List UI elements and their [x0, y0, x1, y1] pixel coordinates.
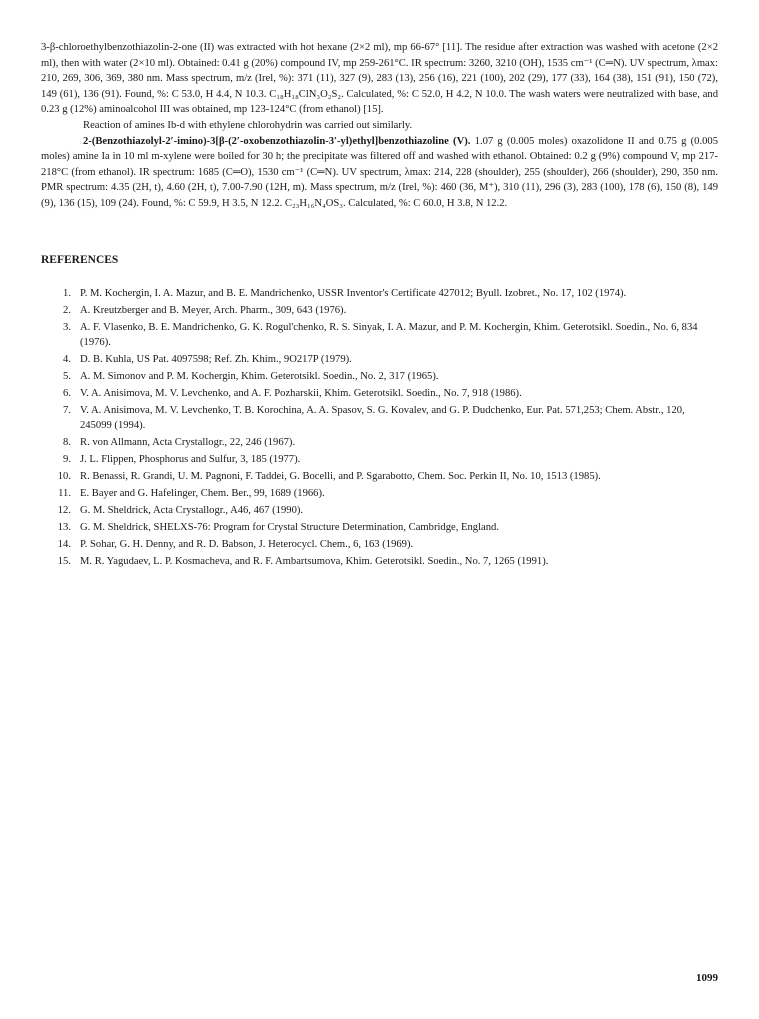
reference-text: P. M. Kochergin, I. A. Mazur, and B. E. Mandrichenko, USSR Inventor's Certificate 427012; Byull. Izobret., No. 17, 102 (1974).: [80, 287, 627, 299]
reference-number: 15.: [57, 556, 71, 568]
reference-item: [41, 503, 718, 518]
reference-item: [41, 486, 718, 501]
reference-number: 10.: [57, 471, 71, 483]
reference-item: [41, 435, 718, 450]
reference-text: A. Kreutzberger and B. Meyer, Arch. Pharm., 309, 643 (1976).: [80, 304, 347, 316]
reference-number: 1.: [63, 287, 71, 299]
reference-item: [41, 452, 718, 467]
reference-item: [41, 520, 718, 535]
reference-text: P. Sohar, G. H. Denny, and R. D. Babson, J. Heterocycl. Chem., 6, 163 (1969).: [80, 539, 414, 551]
reference-text: E. Bayer and G. Hafelinger, Chem. Ber., 99, 1689 (1966).: [80, 488, 325, 500]
reference-item: [41, 537, 718, 552]
compound-v-paragraph: [41, 134, 718, 212]
page-content: [41, 40, 718, 571]
reference-number: 4.: [63, 353, 71, 365]
reference-number: 11.: [58, 488, 71, 500]
reference-text: V. A. Anisimova, M. V. Levchenko, T. B. Korochina, A. A. Spasov, S. G. Kovalev, and G. P. Dudchenko, Eur. Pat. 571,253; Chem. Abstr., 120, 245099 (1994).: [80, 404, 685, 432]
reference-number: 13.: [57, 522, 71, 534]
reference-number: 12.: [57, 505, 71, 517]
reference-item: [41, 554, 718, 569]
reference-number: 3.: [63, 321, 71, 333]
reference-item: [41, 369, 718, 384]
compound-v-title: 2-(Benzothiazolyl-2′-imino)-3[β-(2′-oxobenzothiazolin-3′-yl)ethyl]benzothiazoline (V).: [83, 135, 471, 147]
reference-text: M. R. Yagudaev, L. P. Kosmacheva, and R. F. Ambartsumova, Khim. Geterotsikl. Soedin., No. 7, 1265 (1991).: [80, 556, 549, 568]
references-list: [41, 286, 718, 570]
body-paragraph-1: 3-β-chloroethylbenzothiazolin-2-one (II) was extracted with hot hexane (2×2 ml), mp 66-67° [11]. The residue after extraction was washed with acetone (2×2 ml), then with water (2×10 ml). Obtained: 0.41 g (20%) compound IV, mp 259-261°C. IR spectrum: 3260, 3210 (OH), 1535 cm⁻¹ (C═N). UV spectrum, λmax: 210, 269, 306, 369, 380 nm. Mass spectrum, m/z (Irel, %): 371 (11), 327 (9), 283 (13), 256 (16), 221 (100), 202 (29), 177 (33), 164 (38), 151 (91), 150 (72), 149 (61), 136 (91). Found, %: C 53.0, H 4.4, N 10.3. C₁₈H₁₈ClN₃O₂S₂. Calculated, %: C 52.0, H 4.2, N 10.0. The wash waters were neutralized with base, and 0.23 g (12%) aminoalcohol III was obtained, mp 123-124°C (from ethanol) [15].: [41, 42, 718, 116]
reference-item: [41, 352, 718, 367]
reference-item: [41, 403, 718, 434]
reference-item: [41, 286, 718, 301]
reference-text: G. M. Sheldrick, Acta Crystallogr., A46, 467 (1990).: [80, 505, 304, 517]
reference-item: [41, 303, 718, 318]
reference-item: [41, 469, 718, 484]
reference-number: 14.: [57, 539, 71, 551]
reference-item: [41, 386, 718, 401]
reference-number: 9.: [63, 454, 71, 466]
reference-number: 7.: [63, 404, 71, 416]
reference-text: R. Benassi, R. Grandi, U. M. Pagnoni, F. Taddei, G. Bocelli, and P. Sgarabotto, Chem. Soc. Perkin II, No. 10, 1513 (1985).: [80, 471, 601, 483]
reference-number: 6.: [63, 387, 71, 399]
reference-number: 2.: [63, 304, 71, 316]
compound-v-text: 1.07 g (0.005 moles) oxazolidone II and 0.75 g (0.005 moles) amine Ia in 10 ml m-xylene were boiled for 30 h; the precipitate was filtered off and washed with ethanol. Obtained: 0.2 g (9%) compound V, mp 217-218°C (from ethanol). IR spectrum: 1685 (C═O), 1530 cm⁻¹ (C═N). UV spectrum, λmax: 214, 228 (shoulder), 255 (shoulder), 266 (shoulder), 290, 350 nm. PMR spectrum: 4.35 (2H, t), 4.60 (2H, t), 7.00-7.90 (12H, m). Mass spectrum, m/z (Irel, %): 460 (36, M⁺), 310 (11), 296 (3), 283 (100), 178 (6), 150 (8), 149 (9), 136 (15), 109 (24). Found, %: C 59.9, H 3.5, N 12.2. C₂₃H₁₆N₄OS₃. Calculated, %: C 60.0, H 3.8, N 12.2.: [41, 135, 719, 209]
reference-text: G. M. Sheldrick, SHELXS-76: Program for Crystal Structure Determination, Cambridge, England.: [80, 522, 499, 534]
body-paragraph-2: Reaction of amines Ib-d with ethylene chlorohydrin was carried out similarly.: [83, 119, 413, 131]
reference-text: A. F. Vlasenko, B. E. Mandrichenko, G. K. Rogul'chenko, R. S. Sinyak, I. A. Mazur, and P. M. Kochergin, Khim. Geterotsikl. Soedin., No. 6, 834 (1976).: [80, 321, 698, 348]
reference-text: R. von Allmann, Acta Crystallogr., 22, 246 (1967).: [80, 437, 296, 449]
reference-number: 5.: [63, 370, 71, 382]
reference-text: V. A. Anisimova, M. V. Levchenko, and A. F. Pozharskii, Khim. Geterotsikl. Soedin., No. 7, 918 (1986).: [80, 387, 522, 399]
reference-text: D. B. Kuhla, US Pat. 4097598; Ref. Zh. Khim., 9O217P (1979).: [80, 353, 352, 365]
reference-text: J. L. Flippen, Phosphorus and Sulfur, 3, 185 (1977).: [80, 454, 301, 466]
reference-number: 8.: [63, 437, 71, 449]
reference-item: [41, 320, 718, 351]
page-number: 1099: [696, 972, 718, 984]
reference-text: A. M. Simonov and P. M. Kochergin, Khim. Geterotsikl. Soedin., No. 2, 317 (1965).: [80, 370, 439, 382]
references-heading: REFERENCES: [41, 253, 119, 266]
